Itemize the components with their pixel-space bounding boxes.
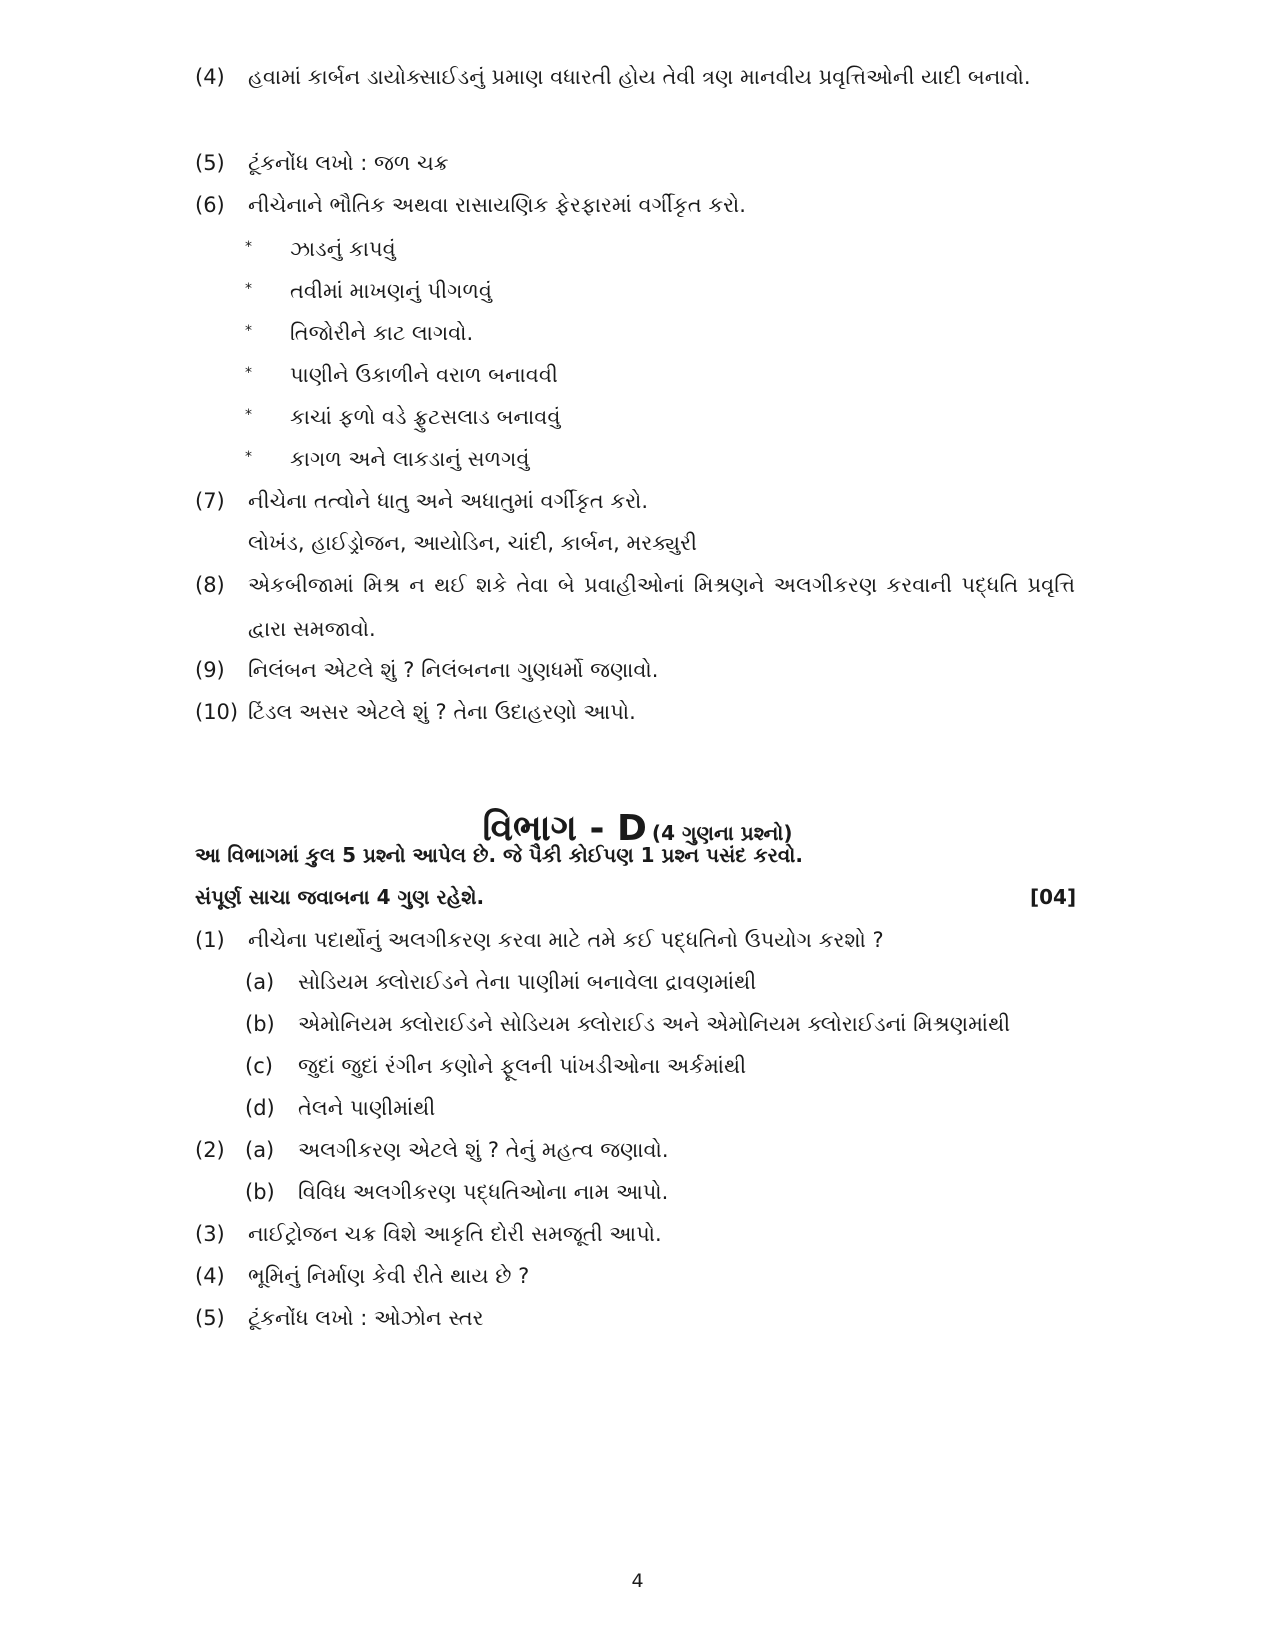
question-c6 [195, 183, 1075, 227]
sub-question-label: (c) [245, 1054, 273, 1078]
bullet-icon: * [245, 365, 252, 381]
section-title: વિભાગ - D [482, 808, 647, 849]
question-c10 [195, 690, 1075, 734]
question-text: ટિંડલ અસર એટલે શું ? તેના ઉદાહરણો આપો. [248, 700, 636, 724]
sub-question-text: સોડિયમ ક્લોરાઈડને તેના પાણીમાં બનાવેલા દ્રાવણમાંથી [298, 970, 757, 994]
elements-list: લોખંડ, હાઈડ્રોજન, આયોડિન, ચાંદી, કાર્બન, મરક્યુરી [248, 531, 697, 555]
question-c9 [195, 648, 1075, 692]
question-d4 [195, 1254, 1075, 1298]
sub-question-label: (d) [245, 1096, 275, 1120]
question-text: નીચેના પદાર્થોનું અલગીકરણ કરવા માટે તમે કઈ પદ્ધતિનો ઉપયોગ કરશો ? [248, 928, 884, 952]
question-text: હવામાં કાર્બન ડાયોક્સાઈડનું પ્રમાણ વધારતી હોય તેવી ત્રણ માનવીય પ્રવૃત્તિઓની યાદી બનાવો. [248, 65, 1031, 89]
sub-question-text: તેલને પાણીમાંથી [298, 1096, 436, 1120]
bullet-icon: * [245, 407, 252, 423]
sub-question-label: (b) [245, 1180, 275, 1204]
question-number: (4) [195, 65, 225, 89]
question-number: (9) [195, 658, 225, 682]
question-c4 [195, 55, 1075, 99]
sub-question-text: એમોનિયમ ક્લોરાઈડને સોડિયમ ક્લોરાઈડ અને એમોનિયમ ક્લોરાઈડનાં મિશ્રણમાંથી [298, 1012, 1011, 1036]
question-number: (3) [195, 1222, 225, 1246]
marks-badge: [04] [1030, 885, 1077, 909]
list-item-text: તિજોરીને કાટ લાગવો. [290, 321, 474, 345]
question-number: (10) [195, 700, 239, 724]
bullet-icon: * [245, 323, 252, 339]
question-text: ભૂમિનું નિર્માણ કેવી રીતે થાય છે ? [248, 1264, 530, 1288]
bullet-icon: * [245, 281, 252, 297]
list-item-text: ઝાડનું કાપવું [290, 237, 396, 261]
bullet-icon: * [245, 449, 252, 465]
question-number: (8) [195, 573, 225, 597]
question-number: (5) [195, 151, 225, 175]
question-text: નીચેના તત્વોને ધાતુ અને અધાતુમાં વર્ગીકૃત કરો. [248, 489, 649, 513]
question-c5 [195, 141, 1075, 185]
question-text: ટૂંકનોંધ લખો : જળ ચક્ર [248, 151, 449, 175]
question-number: (1) [195, 928, 225, 952]
question-text: એકબીજામાં મિશ્ર ન થઈ શકે તેવા બે પ્રવાહીઓનાં મિશ્રણને અલગીકરણ કરવાની પદ્ધતિ પ્રવૃત્તિ દ્વારા સમજાવો. [248, 573, 1075, 641]
question-c8 [195, 563, 1075, 651]
list-item-text: કાચાં ફળો વડે ફ્રુટસલાડ બનાવવું [290, 405, 561, 429]
question-number: (6) [195, 193, 225, 217]
question-d3 [195, 1212, 1075, 1256]
sub-question-label: (b) [245, 1012, 275, 1036]
question-number: (4) [195, 1264, 225, 1288]
sub-question-text: વિવિધ અલગીકરણ પદ્ધતિઓના નામ આપો. [298, 1180, 669, 1204]
question-number: (5) [195, 1306, 225, 1330]
question-text: નીચેનાને ભૌતિક અથવા રાસાયણિક ફેરફારમાં વર્ગીકૃત કરો. [248, 193, 746, 217]
list-item-text: કાગળ અને લાકડાનું સળગવું [290, 447, 530, 471]
list-item-text: તવીમાં માખણનું પીગળવું [290, 279, 492, 303]
sub-question-text: જુદાં જુદાં રંગીન કણોને ફૂલની પાંખડીઓના અર્કમાંથી [298, 1054, 747, 1078]
section-instruction: સંપૂર્ણ સાચા જવાબના 4 ગુણ રહેશે. [195, 885, 485, 909]
question-text: નાઈટ્રોજન ચક્ર વિશે આકૃતિ દોરી સમજૂતી આપો. [248, 1222, 662, 1246]
question-d5 [195, 1296, 1075, 1340]
question-d1 [195, 918, 1075, 962]
question-text: નિલંબન એટલે શું ? નિલંબનના ગુણધર્મો જણાવો. [248, 658, 659, 682]
page-number: 4 [631, 1570, 644, 1592]
section-instruction: આ વિભાગમાં કુલ 5 પ્રશ્નો આપેલ છે. જે પૈકી કોઈપણ 1 પ્રશ્ન પસંદ કરવો. [195, 843, 803, 867]
question-c7 [195, 479, 1075, 523]
section-subtitle: (4 ગુણના પ્રશ્નો) [651, 821, 793, 845]
sub-question-label: (a) [245, 970, 275, 994]
question-number: (2) [195, 1138, 225, 1162]
sub-question-label: (a) [245, 1138, 275, 1162]
list-item-text: પાણીને ઉકાળીને વરાળ બનાવવી [290, 363, 558, 387]
bullet-icon: * [245, 239, 252, 255]
sub-question-text: અલગીકરણ એટલે શું ? તેનું મહત્વ જણાવો. [298, 1138, 669, 1162]
question-number: (7) [195, 489, 225, 513]
question-text: ટૂંકનોંધ લખો : ઓઝોન સ્તર [248, 1306, 484, 1330]
